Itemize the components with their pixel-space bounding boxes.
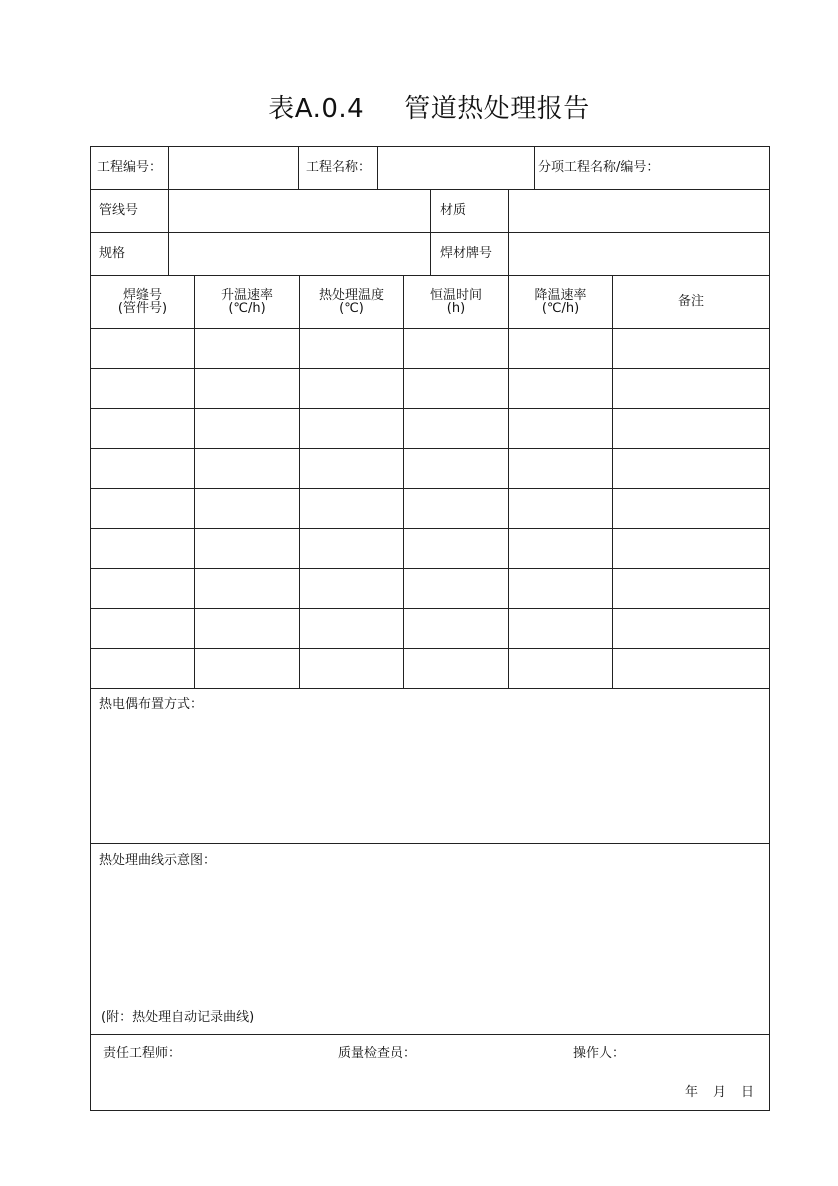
table-cell[interactable]: [92, 329, 193, 368]
table-cell[interactable]: [92, 489, 193, 528]
thermocouple-field[interactable]: [92, 717, 768, 841]
table-cell[interactable]: [92, 569, 193, 608]
spec-field[interactable]: [169, 233, 429, 274]
date-month: 月: [713, 1085, 727, 1100]
col-divider: [534, 147, 535, 189]
table-cell[interactable]: [300, 329, 402, 368]
table-cell[interactable]: [300, 649, 402, 688]
table-cell[interactable]: [195, 409, 298, 448]
table-cell[interactable]: [613, 609, 768, 648]
page-title: [0, 88, 838, 125]
form-name: 管道热处理报告: [404, 94, 590, 124]
pipeline-no-label: 管线号: [99, 203, 139, 218]
table-cell[interactable]: [92, 449, 193, 488]
project-name-label: 工程名称：: [306, 160, 372, 175]
material-label: 材质: [440, 203, 467, 218]
table-cell[interactable]: [195, 529, 298, 568]
col-header-treatment-temp: 热处理温度 (℃): [318, 288, 384, 316]
table-cell[interactable]: [509, 369, 611, 408]
thermocouple-label: 热电偶布置方式：: [99, 697, 204, 712]
operator-label: 操作人：: [573, 1046, 626, 1061]
table-cell[interactable]: [92, 529, 193, 568]
table-cell[interactable]: [509, 529, 611, 568]
table-cell[interactable]: [404, 369, 507, 408]
table-cell[interactable]: [509, 569, 611, 608]
table-cell[interactable]: [613, 569, 768, 608]
engineer-label: 责任工程师：: [103, 1046, 182, 1061]
table-cell[interactable]: [613, 489, 768, 528]
col-header-holding-time: 恒温时间 (h): [429, 288, 482, 316]
table-cell[interactable]: [404, 529, 507, 568]
pipeline-no-field[interactable]: [169, 190, 429, 231]
table-cell[interactable]: [195, 329, 298, 368]
table-cell[interactable]: [509, 609, 611, 648]
table-cell[interactable]: [195, 449, 298, 488]
weld-material-label: 焊材牌号: [440, 246, 493, 261]
col-header-heating-rate: 升温速率 (℃/h): [220, 288, 273, 316]
row-divider: [91, 688, 769, 689]
table-cell[interactable]: [300, 489, 402, 528]
spec-label: 规格: [99, 246, 126, 261]
table-cell[interactable]: [300, 409, 402, 448]
row-divider: [91, 843, 769, 844]
table-cell[interactable]: [613, 449, 768, 488]
table-cell[interactable]: [509, 449, 611, 488]
inspector-label: 质量检查员：: [338, 1046, 417, 1061]
table-cell[interactable]: [509, 409, 611, 448]
curve-note: (附：热处理自动记录曲线): [101, 1010, 255, 1025]
col-header-weld-no: 焊缝号 (管件号): [117, 288, 168, 316]
table-cell[interactable]: [509, 329, 611, 368]
table-cell[interactable]: [509, 649, 611, 688]
table-cell[interactable]: [300, 369, 402, 408]
table-cell[interactable]: [404, 409, 507, 448]
heat-treatment-report-form: [90, 146, 770, 1111]
col-divider: [430, 189, 431, 275]
project-no-field[interactable]: [169, 148, 297, 188]
curve-label: 热处理曲线示意图：: [99, 853, 217, 868]
col-divider: [298, 147, 299, 189]
table-cell[interactable]: [300, 449, 402, 488]
table-cell[interactable]: [195, 609, 298, 648]
table-cell[interactable]: [92, 609, 193, 648]
date-year: 年: [685, 1085, 699, 1100]
table-cell[interactable]: [195, 489, 298, 528]
table-cell[interactable]: [195, 369, 298, 408]
row-divider: [91, 275, 769, 276]
table-cell[interactable]: [613, 409, 768, 448]
project-no-label: 工程编号：: [97, 160, 163, 175]
col-header-remarks: 备注: [677, 294, 704, 309]
weld-material-field[interactable]: [509, 233, 768, 274]
table-cell[interactable]: [300, 569, 402, 608]
table-cell[interactable]: [195, 649, 298, 688]
table-cell[interactable]: [404, 329, 507, 368]
table-cell[interactable]: [404, 489, 507, 528]
table-cell[interactable]: [613, 649, 768, 688]
row-divider: [91, 1034, 769, 1035]
table-cell[interactable]: [404, 569, 507, 608]
table-cell[interactable]: [92, 649, 193, 688]
col-header-cooling-rate: 降温速率 (℃/h): [534, 288, 587, 316]
table-cell[interactable]: [613, 329, 768, 368]
table-cell[interactable]: [404, 609, 507, 648]
table-cell[interactable]: [92, 369, 193, 408]
table-cell[interactable]: [613, 529, 768, 568]
table-cell[interactable]: [195, 569, 298, 608]
curve-field[interactable]: [92, 873, 768, 1003]
table-cell[interactable]: [613, 369, 768, 408]
table-cell[interactable]: [300, 609, 402, 648]
table-cell[interactable]: [92, 409, 193, 448]
table-cell[interactable]: [404, 449, 507, 488]
date-day: 日: [741, 1085, 755, 1100]
material-field[interactable]: [509, 190, 768, 231]
table-cell[interactable]: [509, 489, 611, 528]
project-name-field[interactable]: [378, 148, 533, 188]
form-code: 表A.0.4: [268, 94, 365, 124]
table-cell[interactable]: [404, 649, 507, 688]
table-cell[interactable]: [300, 529, 402, 568]
sub-project-label: 分项工程名称/编号：: [538, 160, 660, 175]
